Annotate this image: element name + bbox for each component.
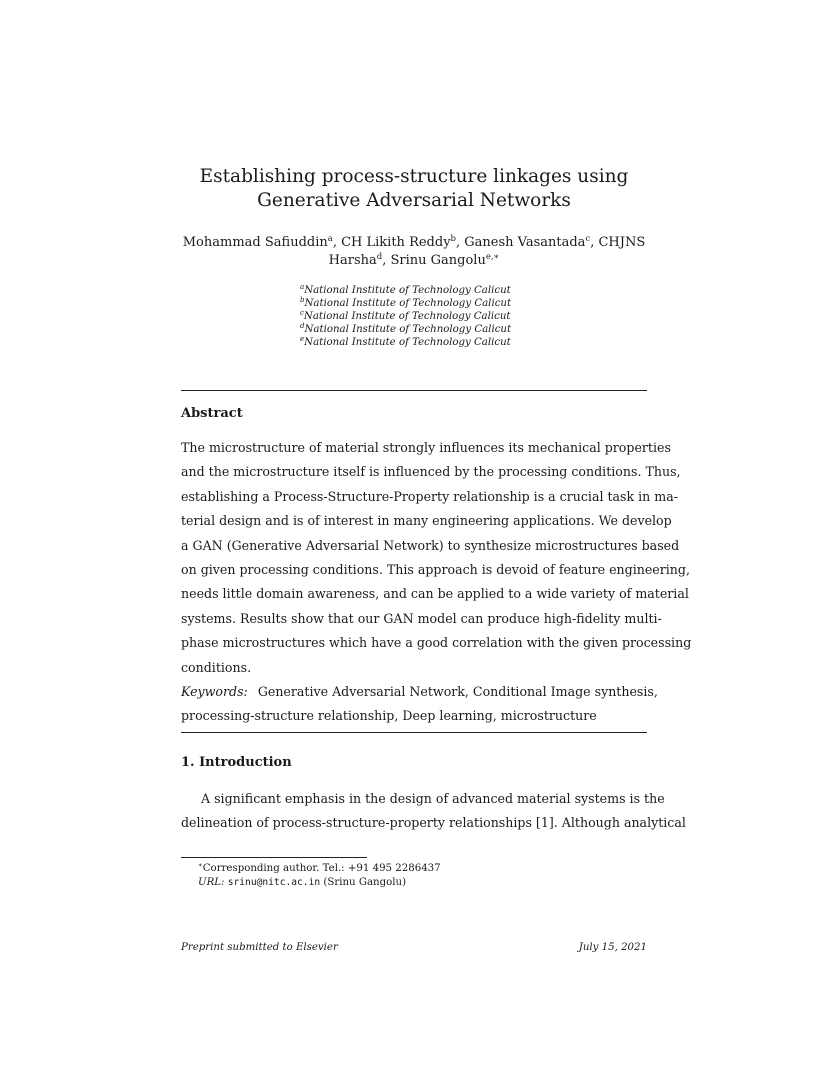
author-separator: , CHJNS	[590, 235, 646, 250]
affiliation-text: National Institute of Technology Calicut	[304, 324, 512, 335]
paper-title	[0, 165, 828, 213]
author-list	[0, 234, 828, 270]
author-line-1	[0, 234, 828, 252]
affiliation-marker: e	[300, 335, 305, 343]
contact-name: (Srinu Gangolu)	[323, 877, 407, 888]
affiliation-item	[300, 323, 560, 336]
footnote	[198, 862, 441, 890]
keywords-label: Keywords:	[181, 683, 248, 699]
abstract-line: needs little domain awareness, and can be applied to a wide variety of material	[181, 586, 689, 602]
affiliation-item	[300, 284, 560, 297]
author-affil-marker: d	[376, 252, 383, 262]
author-name: Harsha	[328, 253, 377, 268]
abstract-line: phase microstructures which have a good correlation with the given processing	[181, 635, 692, 651]
author-line-2	[0, 252, 828, 270]
author-affil-marker: b	[450, 234, 456, 244]
author-name: Srinu Gangolu	[390, 253, 486, 268]
abstract-line: systems. Results show that our GAN model can produce high-fidelity multi-	[181, 610, 662, 626]
author-name: CH Likith Reddy	[341, 235, 451, 250]
footnote-line-2	[198, 876, 441, 890]
affiliation-text: National Institute of Technology Calicut	[304, 298, 512, 309]
affiliation-item	[300, 297, 560, 310]
affiliation-item	[300, 310, 560, 323]
footnote-rule	[181, 857, 367, 858]
abstract-line: and the microstructure itself is influenced by the processing conditions. Thus,	[181, 464, 681, 480]
affiliation-text: National Institute of Technology Calicut	[303, 311, 511, 322]
affiliation-marker: d	[300, 322, 305, 330]
url-label: URL:	[198, 877, 225, 888]
affiliation-marker: a	[300, 283, 305, 291]
keywords-text: Generative Adversarial Network, Conditional Image synthesis,	[257, 683, 658, 699]
abstract-body	[181, 436, 692, 729]
abstract-line: establishing a Process-Structure-Property relationship is a crucial task in ma-	[181, 488, 678, 504]
preprint-date: July 15, 2021	[578, 942, 647, 953]
affiliation-text: National Institute of Technology Calicut	[304, 337, 511, 348]
author-affil-marker: c	[585, 234, 591, 244]
affiliation-marker: b	[300, 296, 305, 304]
abstract-heading: Abstract	[181, 406, 243, 421]
abstract-line: on given processing conditions. This approach is devoid of feature engineering,	[181, 561, 690, 577]
author-separator: ,	[456, 235, 465, 250]
title-line-2: Generative Adversarial Networks	[257, 190, 571, 211]
affiliation-text: National Institute of Technology Calicut	[304, 285, 511, 296]
intro-line: A significant emphasis in the design of advanced material systems is the	[201, 791, 665, 806]
abstract-top-rule	[181, 390, 647, 391]
introduction-heading: 1. Introduction	[181, 755, 292, 770]
author-separator: ,	[332, 235, 342, 250]
abstract-line: conditions.	[181, 659, 252, 675]
affiliation-item	[300, 336, 560, 349]
author-affil-marker: e,∗	[485, 252, 500, 262]
abstract-line: terial design and is of interest in many engineering applications. We develop	[181, 513, 672, 529]
author-affil-marker: a	[327, 234, 333, 244]
keywords-line-2: processing-structure relationship, Deep learning, microstructure	[181, 708, 597, 724]
footnote-line-1	[198, 862, 441, 876]
preprint-note: Preprint submitted to Elsevier	[181, 942, 338, 953]
author-name: Ganesh Vasantada	[464, 235, 586, 250]
affiliation-list	[300, 284, 560, 349]
author-separator: ,	[382, 253, 391, 268]
corresponding-author-text: Corresponding author. Tel.: +91 495 2286437	[202, 863, 441, 874]
title-line-1: Establishing process-structure linkages using	[199, 166, 629, 187]
introduction-body	[181, 787, 686, 836]
footnote-marker: ∗	[198, 861, 203, 869]
abstract-line: a GAN (Generative Adversarial Network) to synthesize microstructures based	[181, 537, 680, 553]
keywords-line-1	[181, 680, 658, 704]
author-name: Mohammad Safiuddin	[182, 235, 328, 250]
abstract-line: The microstructure of material strongly influences its mechanical properties	[181, 440, 671, 455]
affiliation-marker: c	[300, 309, 304, 317]
email-link[interactable]: srinu@nitc.ac.in	[227, 877, 321, 888]
intro-line: delineation of process-structure-property relationships [1]. Although analytical	[181, 815, 686, 831]
abstract-bottom-rule	[181, 732, 647, 733]
